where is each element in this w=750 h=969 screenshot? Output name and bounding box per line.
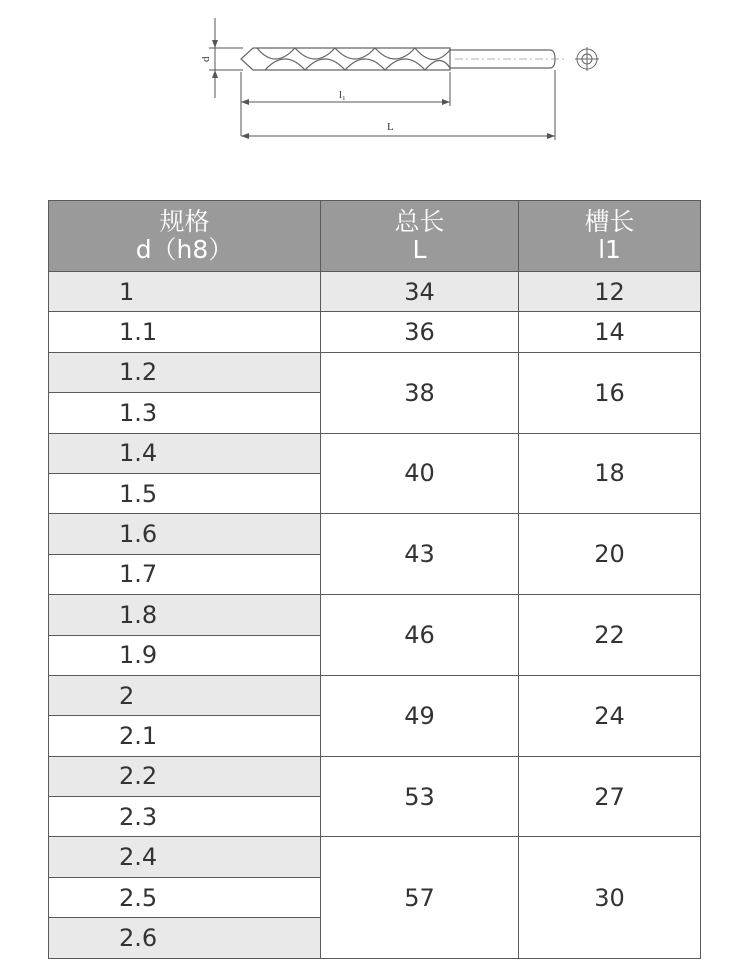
- table-row: [49, 272, 701, 312]
- total-length-cell: 46: [321, 595, 519, 676]
- spec-cell: 1.9: [49, 635, 321, 675]
- header-spec-line2: d（h8）: [135, 235, 234, 264]
- header-flute-length: [519, 201, 701, 272]
- spec-cell: 2.1: [49, 716, 321, 756]
- drill-dimension-drawing: [195, 10, 615, 150]
- flute-length-cell: 20: [519, 514, 701, 595]
- flute-length-cell: 18: [519, 433, 701, 514]
- flute-length-cell: 14: [519, 312, 701, 352]
- total-length-cell: 38: [321, 352, 519, 433]
- total-length-label: L: [387, 121, 394, 133]
- total-length-cell: 40: [321, 433, 519, 514]
- spec-cell: 2.5: [49, 877, 321, 917]
- diameter-label: d: [200, 56, 212, 62]
- table-row: [49, 352, 701, 392]
- flute-length-label: l₁: [339, 89, 346, 101]
- table-row: [49, 675, 701, 715]
- flute-length-cell: 16: [519, 352, 701, 433]
- spec-cell: 1.1: [49, 312, 321, 352]
- drill-spec-table: [48, 200, 701, 959]
- table-row: [49, 595, 701, 635]
- total-length-cell: 53: [321, 756, 519, 837]
- header-total-length-line1: 总长: [394, 207, 445, 236]
- table-header-row: [49, 201, 701, 272]
- total-length-cell: 43: [321, 514, 519, 595]
- table-row: [49, 837, 701, 877]
- spec-cell: 2.2: [49, 756, 321, 796]
- header-spec-line1: 规格: [159, 207, 210, 236]
- spec-cell: 1.3: [49, 393, 321, 433]
- end-view-icon: [575, 47, 599, 71]
- flute-length-cell: 12: [519, 272, 701, 312]
- header-spec: [49, 201, 321, 272]
- header-flute-length-line1: 槽长: [584, 207, 635, 236]
- spec-cell: 1.8: [49, 595, 321, 635]
- table-row: [49, 433, 701, 473]
- total-length-dimension: [241, 70, 555, 140]
- header-flute-length-line2: l1: [598, 235, 621, 264]
- spec-cell: 1.7: [49, 554, 321, 594]
- table-row: [49, 312, 701, 352]
- flute-length-cell: 22: [519, 595, 701, 676]
- header-total-length: [321, 201, 519, 272]
- flute-length-cell: 30: [519, 837, 701, 958]
- spec-cell: 1.6: [49, 514, 321, 554]
- spec-cell: 2: [49, 675, 321, 715]
- spec-cell: 1.2: [49, 352, 321, 392]
- diameter-dimension: [209, 18, 243, 98]
- spec-cell: 2.3: [49, 797, 321, 837]
- flute-length-cell: 27: [519, 756, 701, 837]
- total-length-cell: 57: [321, 837, 519, 958]
- total-length-cell: 34: [321, 272, 519, 312]
- spec-cell: 1: [49, 272, 321, 312]
- table-row: [49, 514, 701, 554]
- table-row: [49, 756, 701, 796]
- flute-length-cell: 24: [519, 675, 701, 756]
- total-length-cell: 49: [321, 675, 519, 756]
- header-total-length-line2: L: [412, 235, 427, 264]
- spec-cell: 2.4: [49, 837, 321, 877]
- spec-cell: 1.4: [49, 433, 321, 473]
- spec-cell: 2.6: [49, 918, 321, 958]
- spec-cell: 1.5: [49, 473, 321, 513]
- flute-length-dimension: [241, 72, 450, 136]
- total-length-cell: 36: [321, 312, 519, 352]
